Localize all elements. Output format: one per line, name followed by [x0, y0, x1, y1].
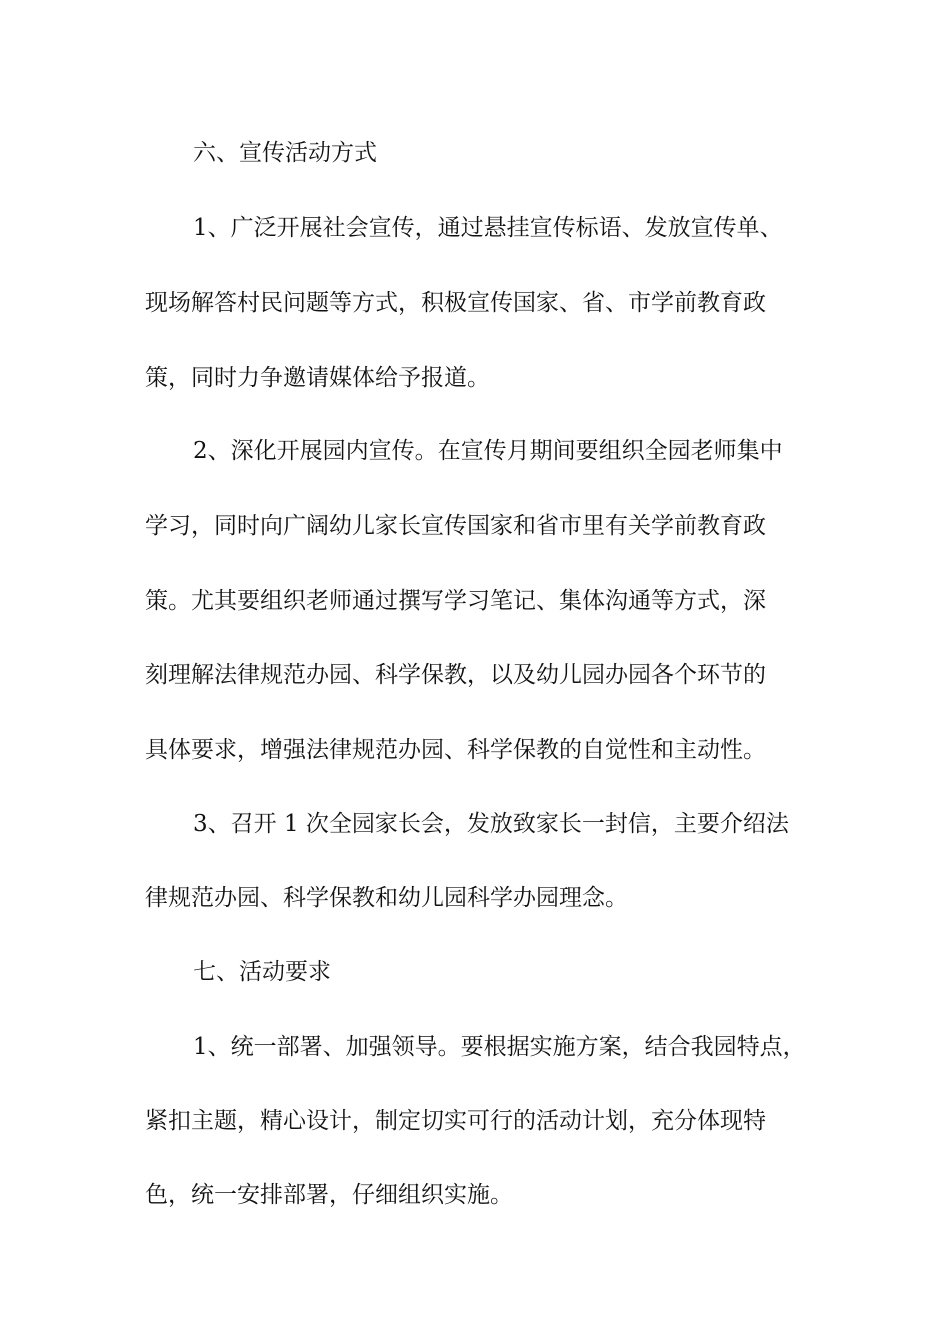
paragraph-line: 1、统一部署、加强领导。要根据实施方案，结合我园特点， [193, 1034, 806, 1060]
paragraph-line: 现场解答村民问题等方式，积极宣传国家、省、市学前教育政 [145, 290, 766, 316]
paragraph-line: 1、广泛开展社会宣传，通过悬挂宣传标语、发放宣传单、 [193, 215, 783, 241]
section-heading-publicity-methods: 六、宣传活动方式 [193, 140, 377, 166]
paragraph-line: 学习，同时向广阔幼儿家长宣传国家和省市里有关学前教育政 [145, 513, 766, 539]
paragraph-line: 2、深化开展园内宣传。在宣传月期间要组织全园老师集中 [193, 438, 783, 464]
paragraph-line: 具体要求，增强法律规范办园、科学保教的自觉性和主动性。 [145, 737, 766, 763]
paragraph-line: 3、召开 1 次全园家长会，发放致家长一封信，主要介绍法 [193, 811, 789, 837]
paragraph-line: 刻理解法律规范办园、科学保教，以及幼儿园办园各个环节的 [145, 662, 766, 688]
paragraph-line: 律规范办园、科学保教和幼儿园科学办园理念。 [145, 885, 628, 911]
paragraph-line: 策，同时力争邀请媒体给予报道。 [145, 365, 490, 391]
section-heading-activity-requirements: 七、活动要求 [193, 959, 331, 985]
paragraph-line: 策。尤其要组织老师通过撰写学习笔记、集体沟通等方式，深 [145, 588, 766, 614]
paragraph-line: 色，统一安排部署，仔细组织实施。 [145, 1182, 513, 1208]
paragraph-line: 紧扣主题，精心设计，制定切实可行的活动计划，充分体现特 [145, 1108, 766, 1134]
